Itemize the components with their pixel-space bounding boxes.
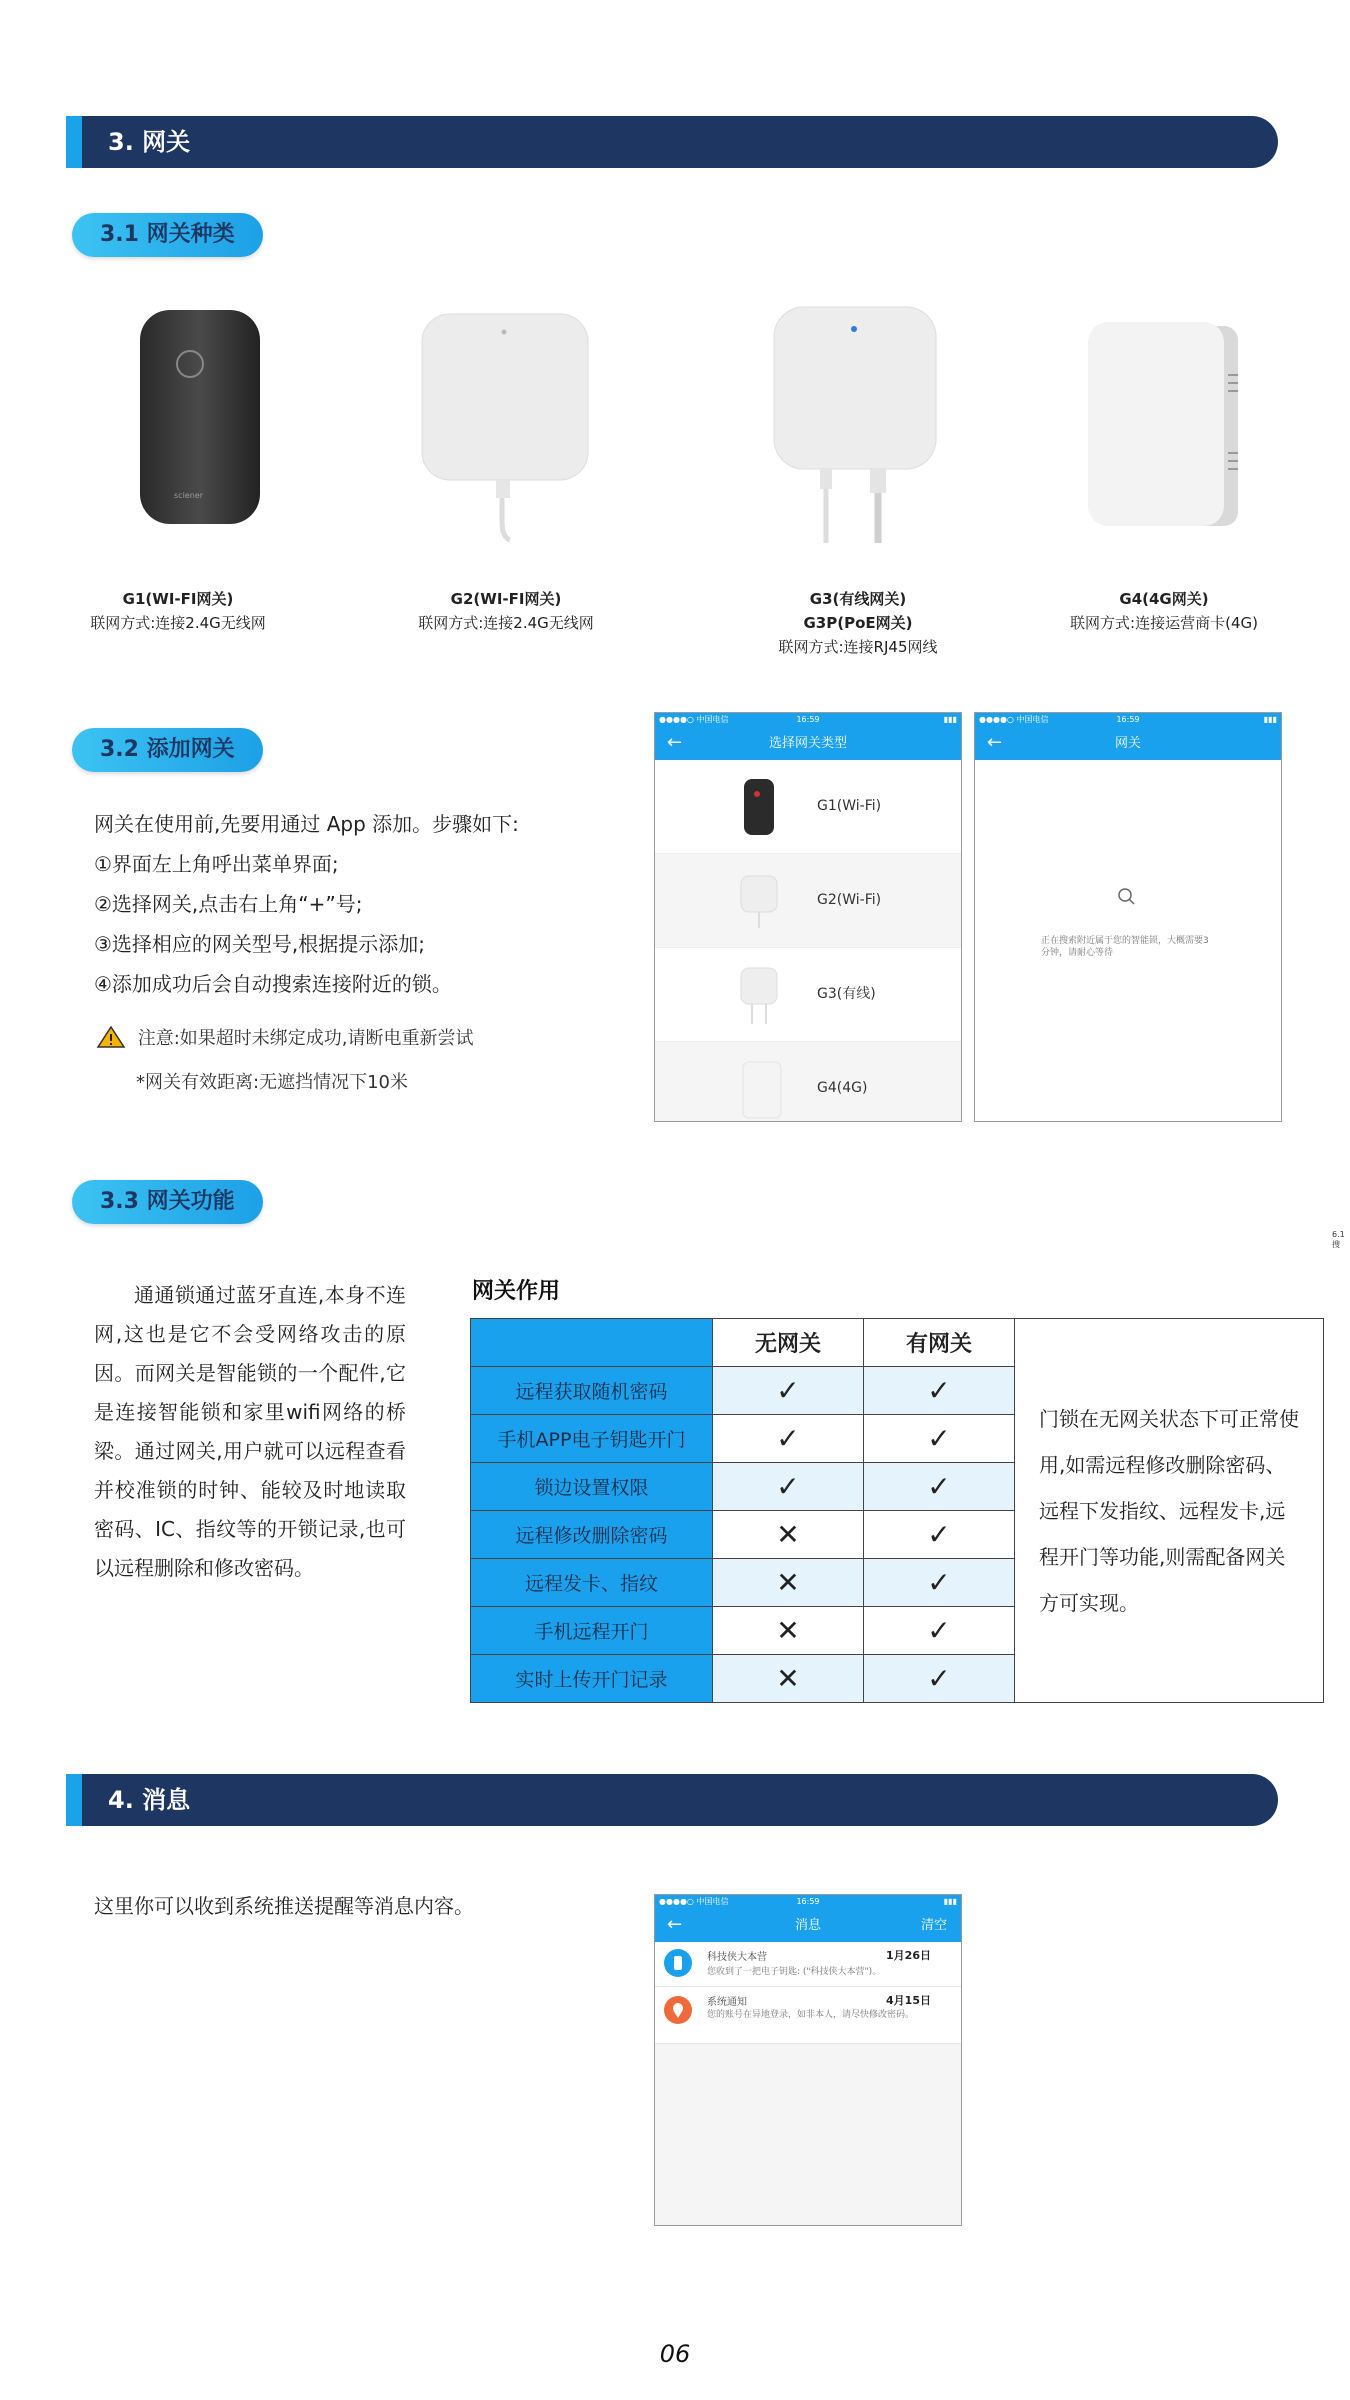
phone-messages-screen bbox=[654, 1894, 962, 2226]
status-time: 16:59 bbox=[796, 715, 820, 724]
phone-gateway-type-screen bbox=[654, 712, 962, 1122]
page-number: 06 bbox=[659, 2340, 691, 2368]
g3-thumb-icon bbox=[739, 966, 779, 1026]
gateway-option-label: G4(4G) bbox=[817, 1080, 868, 1096]
searching-text: 正在搜索附近属于您的智能锁，大概需要3分钟，请耐心等待 bbox=[1041, 936, 1209, 958]
gateway-function-table bbox=[470, 1318, 1324, 1703]
g3-gateway-image bbox=[772, 305, 942, 549]
device-name: G1(WI-FI网关) bbox=[122, 590, 234, 608]
gateway-option-g4[interactable] bbox=[655, 1042, 961, 1122]
col-with-gateway: 有网关 bbox=[864, 1319, 1015, 1367]
phone-gateway-search-screen bbox=[974, 712, 1282, 1122]
back-arrow-icon[interactable]: ← bbox=[667, 1914, 683, 1935]
section-title: 3. 网关 bbox=[108, 128, 191, 156]
clear-button[interactable]: 清空 bbox=[920, 1918, 947, 1933]
table-title: 网关作用 bbox=[472, 1279, 561, 1304]
g1-gateway-image bbox=[138, 308, 262, 532]
nav-bar bbox=[975, 727, 1281, 760]
warning-text: 注意:如果超时未绑定成功,请断电重新尝试 bbox=[137, 1028, 474, 1049]
gateway-option-g1[interactable] bbox=[655, 760, 961, 854]
nav-bar bbox=[655, 727, 961, 760]
no-gateway-mark: ✓ bbox=[713, 1463, 864, 1511]
battery-icon: ▮▮▮ bbox=[943, 1897, 957, 1906]
add-gateway-steps bbox=[94, 804, 594, 1004]
subsection-3-2-title: 3.2 添加网关 bbox=[72, 728, 263, 772]
row-label: 手机远程开门 bbox=[471, 1607, 713, 1655]
table-header-row bbox=[471, 1319, 1324, 1367]
row-label: 远程获取随机密码 bbox=[471, 1367, 713, 1415]
no-gateway-mark: ✕ bbox=[713, 1655, 864, 1703]
g4-thumb-icon bbox=[739, 1060, 785, 1120]
message-body: 您收到了一把电子钥匙: ("科技侠大本营")。 bbox=[707, 1967, 882, 1977]
row-label: 远程修改删除密码 bbox=[471, 1511, 713, 1559]
svg-text:sciener: sciener bbox=[174, 491, 203, 500]
search-spinner-icon bbox=[1117, 887, 1137, 907]
gateway-option-label: G2(Wi-Fi) bbox=[817, 892, 882, 908]
device-desc: 联网方式:连接2.4G无线网 bbox=[90, 614, 266, 632]
section-title: 4. 消息 bbox=[108, 1786, 191, 1814]
location-message-icon bbox=[663, 1995, 693, 2025]
message-item[interactable] bbox=[655, 1942, 961, 1987]
device-desc: 联网方式:连接RJ45网线 bbox=[778, 638, 938, 656]
with-gateway-mark: ✓ bbox=[864, 1655, 1015, 1703]
step-1: ①界面左上角呼出菜单界面; bbox=[94, 852, 339, 876]
device-caption-g4 bbox=[1014, 587, 1314, 635]
g2-gateway-image bbox=[420, 312, 590, 546]
step-4: ④添加成功后会自动搜索连接附近的锁。 bbox=[94, 972, 452, 996]
g2-thumb-icon bbox=[739, 874, 779, 930]
section-3-header bbox=[66, 116, 1278, 168]
status-time: 16:59 bbox=[1116, 715, 1140, 724]
device-name-alt: G3P(PoE网关) bbox=[803, 614, 913, 632]
side-mark: 6.1 搜 bbox=[1332, 1230, 1345, 1249]
subsection-3-1-title: 3.1 网关种类 bbox=[72, 213, 263, 257]
key-message-icon bbox=[663, 1948, 693, 1978]
message-date: 1月26日 bbox=[886, 1949, 931, 1962]
device-caption-g1 bbox=[28, 587, 328, 635]
g1-thumb-icon bbox=[743, 778, 775, 836]
header-accent bbox=[66, 116, 82, 168]
no-gateway-mark: ✓ bbox=[713, 1367, 864, 1415]
back-arrow-icon[interactable]: ← bbox=[987, 732, 1003, 753]
message-date: 4月15日 bbox=[886, 1994, 931, 2007]
battery-icon: ▮▮▮ bbox=[1263, 715, 1277, 724]
gateway-function-paragraph: 通通锁通过蓝牙直连,本身不连网,这也是它不会受网络攻击的原因。而网关是智能锁的一个配件,它是连接智能锁和家里wifi网络的桥梁。通过网关,用户就可以远程查看并校准锁的时钟、能较及时地读取密码、IC、指纹等的开锁记录,也可以远程删除和修改密码。 bbox=[94, 1283, 406, 1580]
step-3: ③选择相应的网关型号,根据提示添加; bbox=[94, 932, 426, 956]
table-side-note: 门锁在无网关状态下可正常使用,如需远程修改删除密码、远程下发指纹、远程发卡,远程开门等功能,则需配备网关方可实现。 bbox=[1015, 1319, 1324, 1703]
nav-title: 网关 bbox=[1114, 736, 1141, 751]
g4-gateway-image bbox=[1086, 322, 1242, 534]
gateway-option-g3[interactable] bbox=[655, 948, 961, 1042]
device-caption-g3 bbox=[708, 587, 1008, 659]
battery-icon: ▮▮▮ bbox=[943, 715, 957, 724]
with-gateway-mark: ✓ bbox=[864, 1511, 1015, 1559]
row-label: 远程发卡、指纹 bbox=[471, 1559, 713, 1607]
with-gateway-mark: ✓ bbox=[864, 1559, 1015, 1607]
carrier-text: ●●●●○ 中国电信 bbox=[979, 715, 1049, 724]
warning-icon bbox=[96, 1025, 126, 1049]
step-2: ②选择网关,点击右上角“+”号; bbox=[94, 892, 363, 916]
gateway-option-label: G3(有线) bbox=[817, 986, 876, 1002]
no-gateway-mark: ✕ bbox=[713, 1607, 864, 1655]
device-name: G2(WI-FI网关) bbox=[450, 590, 562, 608]
message-item[interactable] bbox=[655, 1987, 961, 2044]
no-gateway-mark: ✓ bbox=[713, 1415, 864, 1463]
status-bar bbox=[655, 713, 961, 727]
row-label: 手机APP电子钥匙开门 bbox=[471, 1415, 713, 1463]
carrier-text: ●●●●○ 中国电信 bbox=[659, 1897, 729, 1906]
nav-title: 选择网关类型 bbox=[768, 736, 847, 751]
steps-intro: 网关在使用前,先要用通过 App 添加。步骤如下: bbox=[94, 812, 519, 836]
device-desc: 联网方式:连接2.4G无线网 bbox=[418, 614, 594, 632]
col-no-gateway: 无网关 bbox=[713, 1319, 864, 1367]
row-label: 实时上传开门记录 bbox=[471, 1655, 713, 1703]
device-caption-g2 bbox=[356, 587, 656, 635]
with-gateway-mark: ✓ bbox=[864, 1607, 1015, 1655]
range-note: *网关有效距离:无遮挡情况下10米 bbox=[136, 1072, 408, 1093]
status-bar bbox=[975, 713, 1281, 727]
message-body: 您的账号在异地登录，如非本人，请尽快修改密码。 bbox=[707, 2010, 915, 2020]
gateway-option-label: G1(Wi-Fi) bbox=[817, 798, 882, 814]
gateway-option-g2[interactable] bbox=[655, 854, 961, 948]
nav-title: 消息 bbox=[794, 1918, 821, 1933]
with-gateway-mark: ✓ bbox=[864, 1463, 1015, 1511]
with-gateway-mark: ✓ bbox=[864, 1415, 1015, 1463]
section-4-header bbox=[66, 1774, 1278, 1826]
status-time: 16:59 bbox=[796, 1897, 820, 1906]
header-accent bbox=[66, 1774, 82, 1826]
messages-intro: 这里你可以收到系统推送提醒等消息内容。 bbox=[94, 1894, 474, 1918]
warning-note bbox=[96, 1024, 474, 1050]
back-arrow-icon[interactable]: ← bbox=[667, 732, 683, 753]
device-name: G3(有线网关) bbox=[809, 590, 907, 608]
with-gateway-mark: ✓ bbox=[864, 1367, 1015, 1415]
message-sender: 系统通知 bbox=[707, 1997, 747, 2008]
row-label: 锁边设置权限 bbox=[471, 1463, 713, 1511]
status-bar bbox=[655, 1895, 961, 1909]
message-sender: 科技侠大本营 bbox=[707, 1952, 767, 1963]
header-blank-cell bbox=[471, 1319, 713, 1367]
no-gateway-mark: ✕ bbox=[713, 1511, 864, 1559]
device-name: G4(4G网关) bbox=[1119, 590, 1209, 608]
no-gateway-mark: ✕ bbox=[713, 1559, 864, 1607]
device-desc: 联网方式:连接运营商卡(4G) bbox=[1070, 614, 1258, 632]
subsection-3-3-title: 3.3 网关功能 bbox=[72, 1180, 263, 1224]
nav-bar bbox=[655, 1909, 961, 1942]
carrier-text: ●●●●○ 中国电信 bbox=[659, 715, 729, 724]
